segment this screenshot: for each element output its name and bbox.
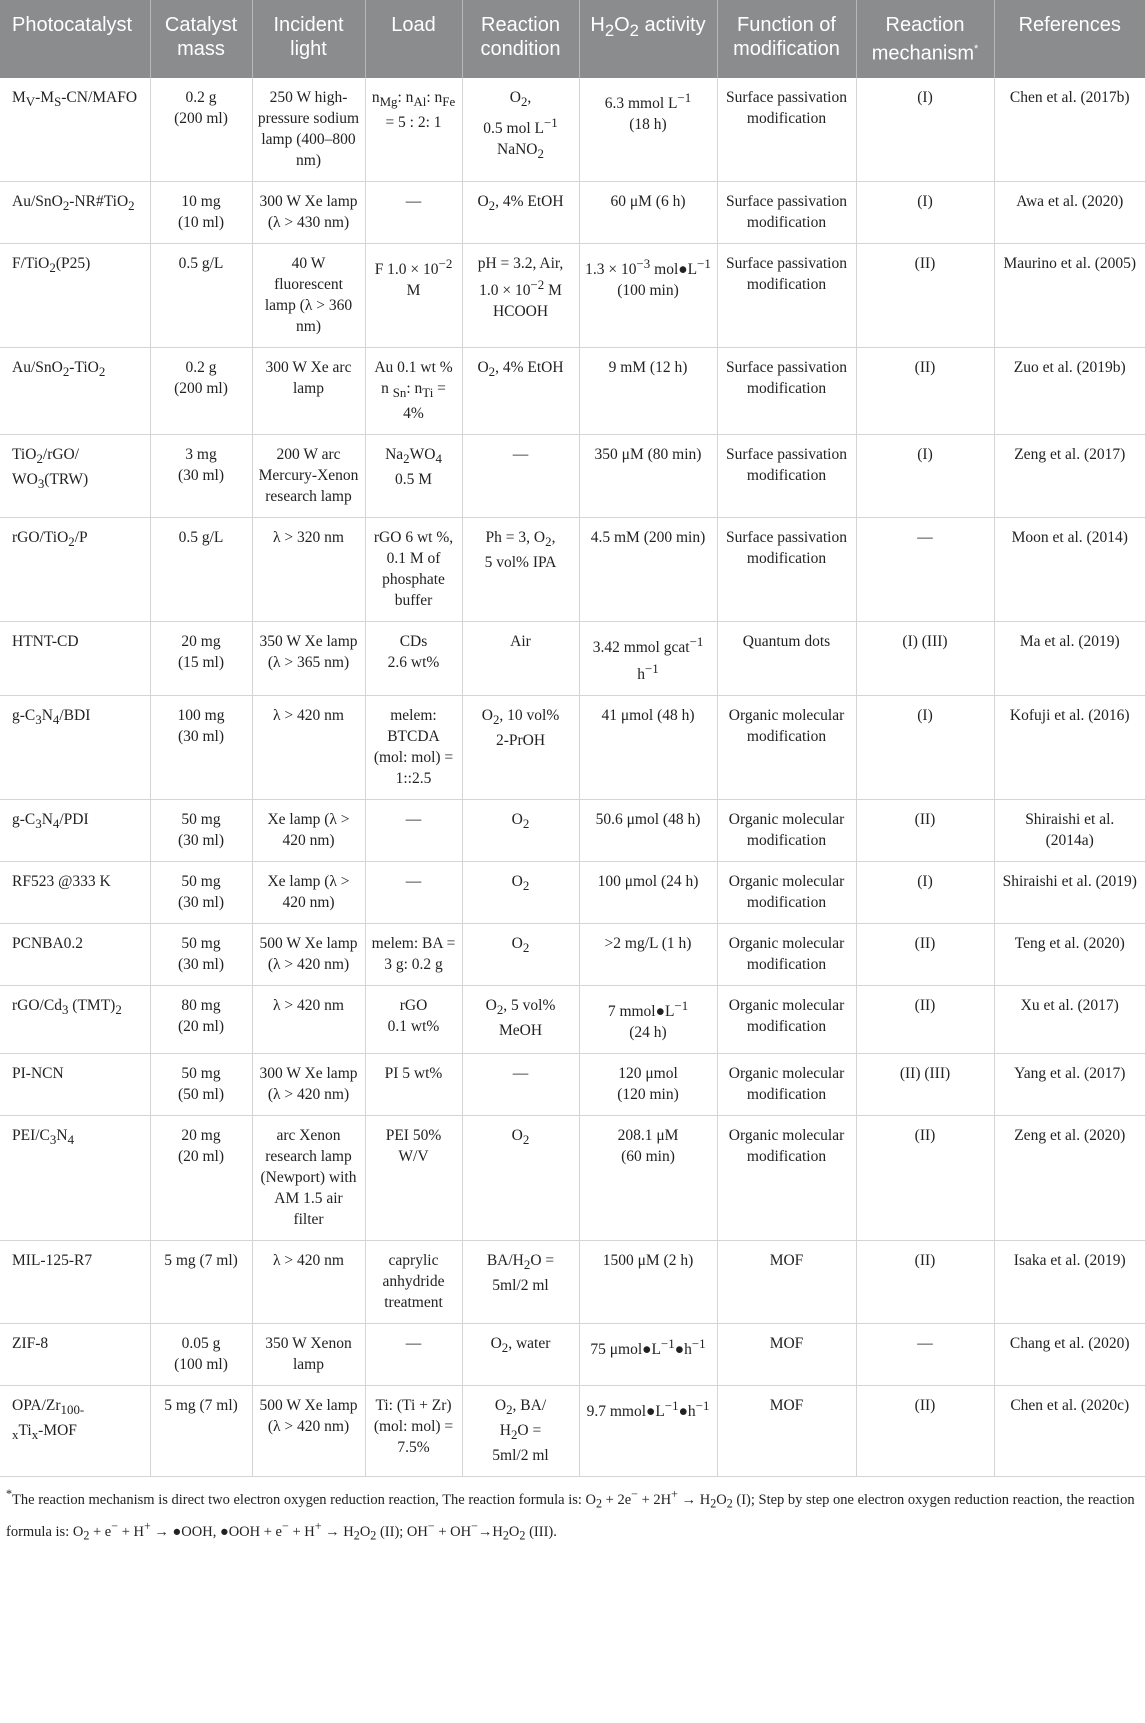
cell-mechanism: (I) — [856, 434, 994, 517]
header-row — [0, 0, 1145, 78]
cell-load: rGO 6 wt %, 0.1 M of phosphate buffer — [365, 517, 462, 621]
cell-photocatalyst: rGO/TiO$_2$/P — [0, 517, 150, 621]
table-body — [0, 78, 1145, 1477]
cell-incident-light: 40 W fluorescent lamp (λ > 360 nm) — [252, 243, 365, 347]
cell-h2o2-activity: 120 μmol (120 min) — [579, 1054, 717, 1116]
cell-reference: Isaka et al. (2019) — [994, 1241, 1145, 1324]
cell-h2o2-activity: 100 μmol (24 h) — [579, 862, 717, 924]
cell-catalyst-mass: 5 mg (7 ml) — [150, 1241, 252, 1324]
cell-catalyst-mass: 20 mg (20 ml) — [150, 1116, 252, 1241]
cell-load: $Na_2WO_4$ 0.5 M — [365, 434, 462, 517]
cell-h2o2-activity: >2 mg/L (1 h) — [579, 924, 717, 986]
cell-load: F $1.0 \times 10^{-2}$ M — [365, 243, 462, 347]
cell-photocatalyst: Au/SnO$_2$-TiO$_2$ — [0, 347, 150, 434]
cell-reference: Yang et al. (2017) — [994, 1054, 1145, 1116]
cell-reaction-condition: $O_2$ — [462, 800, 579, 862]
cell-reaction-condition: $O_2$, BA/ $H_2O$ = 5ml/2 ml — [462, 1386, 579, 1477]
cell-photocatalyst: OPA/$Zr_{100-}$ $_xTi_x$-MOF — [0, 1386, 150, 1477]
cell-catalyst-mass: 100 mg (30 ml) — [150, 696, 252, 800]
cell-mechanism: (II) — [856, 800, 994, 862]
cell-reaction-condition: Air — [462, 621, 579, 695]
cell-incident-light: 300 W Xe arc lamp — [252, 347, 365, 434]
cell-load: — — [365, 1324, 462, 1386]
table-row — [0, 986, 1145, 1054]
header-reaction-mechanism: Reaction mechanism* — [856, 0, 994, 78]
cell-photocatalyst: $g-C_3N_4$/PDI — [0, 800, 150, 862]
cell-reaction-condition: pH = 3.2, Air, $1.0 \times 10^{-2}$ M HCOOH — [462, 243, 579, 347]
cell-photocatalyst: F/TiO$_2$(P25) — [0, 243, 150, 347]
cell-photocatalyst: ZIF-8 — [0, 1324, 150, 1386]
header-reaction-condition: Reaction condition — [462, 0, 579, 78]
cell-incident-light: Xe lamp (λ > 420 nm) — [252, 800, 365, 862]
cell-mechanism: (I) — [856, 696, 994, 800]
cell-function: Surface passivation modification — [717, 243, 856, 347]
cell-function: Organic molecular modification — [717, 1116, 856, 1241]
cell-incident-light: 500 W Xe lamp (λ > 420 nm) — [252, 1386, 365, 1477]
cell-h2o2-activity: 50.6 μmol (48 h) — [579, 800, 717, 862]
cell-reference: Ma et al. (2019) — [994, 621, 1145, 695]
cell-reference: Shiraishi et al. (2014a) — [994, 800, 1145, 862]
table-row — [0, 434, 1145, 517]
cell-mechanism: (I) — [856, 78, 994, 182]
cell-load: $n_{Mg}$: $n_{Al}$: $n_{Fe} = 5$ : 2: 1 — [365, 78, 462, 182]
cell-incident-light: λ > 420 nm — [252, 696, 365, 800]
cell-load: Au 0.1 wt % n $_{Sn}$: $n_{Ti} = 4\%$ — [365, 347, 462, 434]
table-row — [0, 924, 1145, 986]
cell-h2o2-activity: 75 $\mu mol●L^{-1}●h^{-1}$ — [579, 1324, 717, 1386]
cell-function: Organic molecular modification — [717, 924, 856, 986]
header-load: Load — [365, 0, 462, 78]
cell-photocatalyst: Au/SnO$_2$-NR#TiO$_2$ — [0, 181, 150, 243]
table-row — [0, 800, 1145, 862]
cell-reference: Awa et al. (2020) — [994, 181, 1145, 243]
cell-function: Surface passivation modification — [717, 181, 856, 243]
cell-catalyst-mass: 50 mg (30 ml) — [150, 862, 252, 924]
cell-photocatalyst: rGO/$Cd_3$ $(TMT)_2$ — [0, 986, 150, 1054]
cell-catalyst-mass: 10 mg (10 ml) — [150, 181, 252, 243]
cell-mechanism: (I) (III) — [856, 621, 994, 695]
table-row — [0, 78, 1145, 182]
cell-load: caprylic anhydride treatment — [365, 1241, 462, 1324]
cell-catalyst-mass: 50 mg (30 ml) — [150, 924, 252, 986]
cell-h2o2-activity: 7 $mmol●L^{-1}$ (24 h) — [579, 986, 717, 1054]
cell-reaction-condition: Ph = 3, $O_2$, 5 vol% IPA — [462, 517, 579, 621]
cell-function: Organic molecular modification — [717, 986, 856, 1054]
cell-reference: Kofuji et al. (2016) — [994, 696, 1145, 800]
cell-reference: Shiraishi et al. (2019) — [994, 862, 1145, 924]
table-row — [0, 1116, 1145, 1241]
cell-reaction-condition: $O_2$, 10 vol% 2-PrOH — [462, 696, 579, 800]
cell-reaction-condition: $O_2$, water — [462, 1324, 579, 1386]
cell-mechanism: (II) (III) — [856, 1054, 994, 1116]
cell-load: Ti: (Ti + Zr) (mol: mol) = 7.5% — [365, 1386, 462, 1477]
cell-load: melem: BTCDA (mol: mol) = 1::2.5 — [365, 696, 462, 800]
cell-incident-light: 500 W Xe lamp (λ > 420 nm) — [252, 924, 365, 986]
cell-reference: Xu et al. (2017) — [994, 986, 1145, 1054]
cell-reaction-condition: — — [462, 1054, 579, 1116]
header-references: References — [994, 0, 1145, 78]
cell-load: — — [365, 181, 462, 243]
cell-h2o2-activity: 4.5 mM (200 min) — [579, 517, 717, 621]
cell-incident-light: 200 W arc Mercury-Xenon research lamp — [252, 434, 365, 517]
cell-load: melem: BA = 3 g: 0.2 g — [365, 924, 462, 986]
table-row — [0, 1324, 1145, 1386]
cell-function: MOF — [717, 1386, 856, 1477]
cell-photocatalyst: $M_V-M_S-CN$/MAFO — [0, 78, 150, 182]
table-row — [0, 696, 1145, 800]
cell-load: — — [365, 862, 462, 924]
cell-reaction-condition: $BA/H_2O$ = 5ml/2 ml — [462, 1241, 579, 1324]
table-row — [0, 1054, 1145, 1116]
cell-h2o2-activity: 1500 μM (2 h) — [579, 1241, 717, 1324]
cell-photocatalyst: MIL-125-R7 — [0, 1241, 150, 1324]
cell-reaction-condition: $O_2$ — [462, 862, 579, 924]
table-row — [0, 347, 1145, 434]
header-function-of-modification: Function of modification — [717, 0, 856, 78]
table-row — [0, 1386, 1145, 1477]
cell-h2o2-activity: 9.7 $mmol●L^{-1}●h^{-1}$ — [579, 1386, 717, 1477]
cell-mechanism: (II) — [856, 986, 994, 1054]
cell-mechanism: (II) — [856, 1116, 994, 1241]
table-footnote — [0, 1477, 1145, 1546]
cell-reaction-condition: $O_2$, 5 vol% MeOH — [462, 986, 579, 1054]
cell-function: Organic molecular modification — [717, 696, 856, 800]
cell-reaction-condition: $O_2$, 4% EtOH — [462, 347, 579, 434]
table-header — [0, 0, 1145, 78]
cell-catalyst-mass: 0.5 g/L — [150, 517, 252, 621]
cell-catalyst-mass: 20 mg (15 ml) — [150, 621, 252, 695]
cell-h2o2-activity: 9 mM (12 h) — [579, 347, 717, 434]
cell-mechanism: (II) — [856, 243, 994, 347]
cell-h2o2-activity: $1.3 \times 10^{-3}$ $mol●L^{-1}$ (100 min) — [579, 243, 717, 347]
table-row — [0, 862, 1145, 924]
cell-function: Organic molecular modification — [717, 800, 856, 862]
table-row — [0, 621, 1145, 695]
cell-catalyst-mass: 0.2 g (200 ml) — [150, 78, 252, 182]
cell-function: Surface passivation modification — [717, 347, 856, 434]
cell-incident-light: λ > 320 nm — [252, 517, 365, 621]
cell-incident-light: 250 W high-pressure sodium lamp (400–800 nm) — [252, 78, 365, 182]
cell-reference: Chen et al. (2020c) — [994, 1386, 1145, 1477]
cell-h2o2-activity: 208.1 μM (60 min) — [579, 1116, 717, 1241]
cell-function: Organic molecular modification — [717, 862, 856, 924]
cell-incident-light: λ > 420 nm — [252, 986, 365, 1054]
cell-incident-light: Xe lamp (λ > 420 nm) — [252, 862, 365, 924]
cell-function: Surface passivation modification — [717, 78, 856, 182]
cell-catalyst-mass: 80 mg (20 ml) — [150, 986, 252, 1054]
cell-load: PEI 50% W/V — [365, 1116, 462, 1241]
header-photocatalyst: Photocatalyst — [0, 0, 150, 78]
cell-function: MOF — [717, 1241, 856, 1324]
cell-reaction-condition: $O_2$, 0.5 mol $L^{-1}$ NaNO$_2$ — [462, 78, 579, 182]
cell-photocatalyst: PEI/$C_3N_4$ — [0, 1116, 150, 1241]
header-incident-light: Incident light — [252, 0, 365, 78]
cell-incident-light: 300 W Xe lamp (λ > 430 nm) — [252, 181, 365, 243]
cell-catalyst-mass: 50 mg (30 ml) — [150, 800, 252, 862]
cell-h2o2-activity: 3.42 mmol gcat$^{-1}$ $h^{-1}$ — [579, 621, 717, 695]
cell-catalyst-mass: 5 mg (7 ml) — [150, 1386, 252, 1477]
cell-photocatalyst: HTNT-CD — [0, 621, 150, 695]
cell-photocatalyst: PCNBA0.2 — [0, 924, 150, 986]
cell-photocatalyst: PI-NCN — [0, 1054, 150, 1116]
cell-incident-light: 350 W Xenon lamp — [252, 1324, 365, 1386]
cell-h2o2-activity: 6.3 mmol $L^{-1}$ (18 h) — [579, 78, 717, 182]
cell-photocatalyst: RF523 @333 K — [0, 862, 150, 924]
cell-mechanism: (II) — [856, 347, 994, 434]
cell-incident-light: λ > 420 nm — [252, 1241, 365, 1324]
cell-reference: Zeng et al. (2020) — [994, 1116, 1145, 1241]
cell-reference: Teng et al. (2020) — [994, 924, 1145, 986]
cell-load: PI 5 wt% — [365, 1054, 462, 1116]
cell-photocatalyst: TiO$_2$/rGO/ $WO_3(TRW)$ — [0, 434, 150, 517]
cell-incident-light: 350 W Xe lamp (λ > 365 nm) — [252, 621, 365, 695]
cell-mechanism: (II) — [856, 1386, 994, 1477]
cell-reference: Zeng et al. (2017) — [994, 434, 1145, 517]
cell-load: rGO 0.1 wt% — [365, 986, 462, 1054]
footnote-text: *The reaction mechanism is direct two electron oxygen reduction reaction, The reaction formula is: $O_2 + 2e^- + 2H^+ \to H_2O_2$ (I); Step by step one electron oxygen reduction reaction, the reaction formula is: $O_2 + e^- + H^+$ → ●OOH, ●OOH + $e^- + H^+ \to H_2O_2$ (II); $OH^- + OH^-\to H_2O_2$ (III). — [6, 1487, 1135, 1543]
cell-load: — — [365, 800, 462, 862]
cell-catalyst-mass: 0.05 g (100 ml) — [150, 1324, 252, 1386]
cell-reference: Chang et al. (2020) — [994, 1324, 1145, 1386]
cell-reference: Maurino et al. (2005) — [994, 243, 1145, 347]
cell-catalyst-mass: 0.2 g (200 ml) — [150, 347, 252, 434]
cell-mechanism: (II) — [856, 1241, 994, 1324]
cell-h2o2-activity: 41 μmol (48 h) — [579, 696, 717, 800]
cell-reference: Chen et al. (2017b) — [994, 78, 1145, 182]
cell-catalyst-mass: 3 mg (30 ml) — [150, 434, 252, 517]
header-h2o2-activity: $H_2O_2$ activity — [579, 0, 717, 78]
cell-function: Organic molecular modification — [717, 1054, 856, 1116]
table-row — [0, 181, 1145, 243]
cell-function: Surface passivation modification — [717, 517, 856, 621]
cell-reaction-condition: $O_2$ — [462, 1116, 579, 1241]
cell-mechanism: — — [856, 1324, 994, 1386]
cell-incident-light: arc Xenon research lamp (Newport) with AM 1.5 air filter — [252, 1116, 365, 1241]
cell-catalyst-mass: 0.5 g/L — [150, 243, 252, 347]
cell-reaction-condition: — — [462, 434, 579, 517]
cell-mechanism: (II) — [856, 924, 994, 986]
cell-catalyst-mass: 50 mg (50 ml) — [150, 1054, 252, 1116]
table-row — [0, 1241, 1145, 1324]
cell-reaction-condition: $O_2$ — [462, 924, 579, 986]
cell-function: Quantum dots — [717, 621, 856, 695]
cell-reaction-condition: $O_2$, 4% EtOH — [462, 181, 579, 243]
cell-function: Surface passivation modification — [717, 434, 856, 517]
table-row — [0, 517, 1145, 621]
cell-mechanism: — — [856, 517, 994, 621]
cell-function: MOF — [717, 1324, 856, 1386]
cell-incident-light: 300 W Xe lamp (λ > 420 nm) — [252, 1054, 365, 1116]
table-row — [0, 243, 1145, 347]
cell-h2o2-activity: 60 μM (6 h) — [579, 181, 717, 243]
cell-h2o2-activity: 350 μM (80 min) — [579, 434, 717, 517]
cell-reference: Zuo et al. (2019b) — [994, 347, 1145, 434]
cell-mechanism: (I) — [856, 181, 994, 243]
cell-mechanism: (I) — [856, 862, 994, 924]
header-catalyst-mass: Catalyst mass — [150, 0, 252, 78]
cell-load: CDs 2.6 wt% — [365, 621, 462, 695]
cell-photocatalyst: $g-C_3N_4$/BDI — [0, 696, 150, 800]
cell-reference: Moon et al. (2014) — [994, 517, 1145, 621]
